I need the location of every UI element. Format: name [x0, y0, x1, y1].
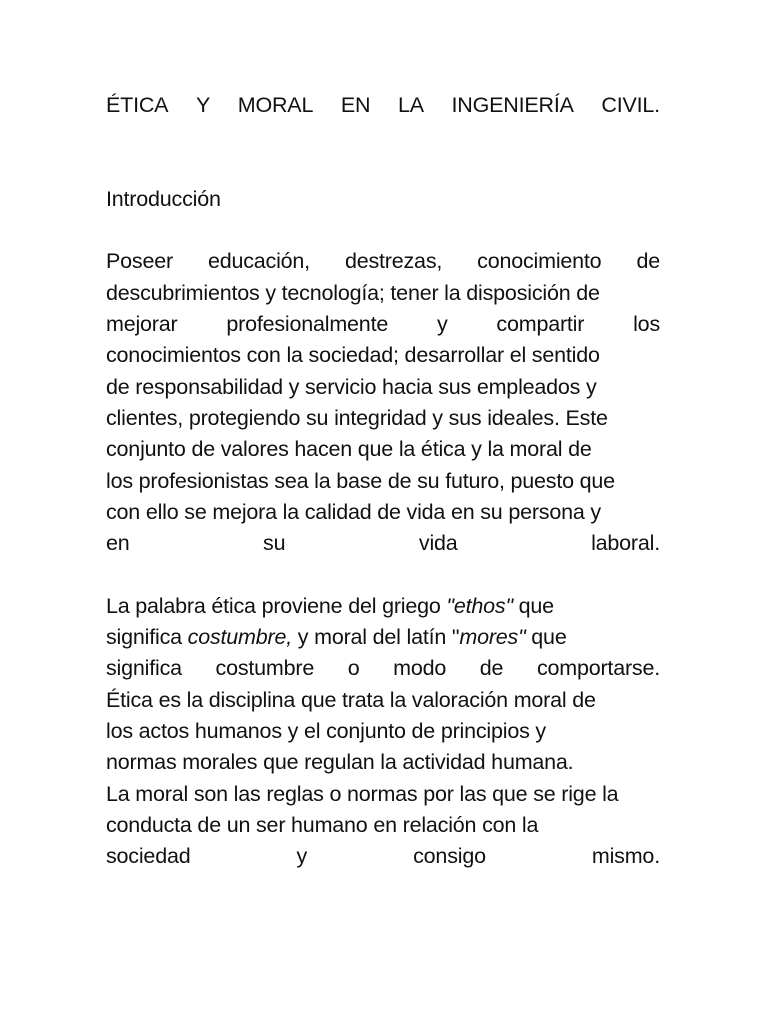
- word: de: [479, 656, 504, 681]
- paragraph-line: [106, 528, 660, 559]
- paragraph-introduction: [106, 246, 660, 559]
- word: mismo.: [591, 844, 660, 869]
- word: en: [106, 531, 130, 556]
- word: y: [436, 312, 448, 337]
- word: significa: [106, 656, 182, 681]
- paragraph-line: clientes, protegiendo su integridad y sus ideales. Este: [106, 405, 608, 430]
- word: sociedad: [106, 844, 191, 869]
- paragraph-line: [106, 246, 660, 277]
- title-word: EN: [340, 93, 371, 117]
- title-word: INGENIERÍA: [451, 93, 574, 117]
- paragraph-line: de responsabilidad y servicio hacia sus empleados y: [106, 374, 597, 399]
- text-segment: significa: [106, 625, 188, 650]
- word: compartir: [496, 312, 585, 337]
- paragraph-line: los actos humanos y el conjunto de principios y: [106, 718, 546, 743]
- word: comportarse.: [536, 656, 660, 681]
- text-segment: que: [525, 625, 567, 650]
- paragraph-line: descubrimientos y tecnología; tener la disposición de: [106, 280, 600, 305]
- word: y: [296, 844, 308, 869]
- word: costumbre: [215, 656, 315, 681]
- title-word: LA: [397, 93, 424, 117]
- paragraph-line: con ello se mejora la calidad de vida en su persona y: [106, 499, 601, 524]
- document-page: [106, 90, 660, 872]
- word: laboral.: [591, 531, 660, 556]
- paragraph-line: Ética es la disciplina que trata la valoración moral de: [106, 687, 596, 712]
- word: de: [636, 249, 660, 274]
- text-segment: y moral del latín ": [292, 625, 460, 650]
- paragraph-definitions: [106, 591, 660, 873]
- word: profesionalmente: [226, 312, 389, 337]
- paragraph-line: conjunto de valores hacen que la ética y la moral de: [106, 437, 592, 462]
- italic-term: mores": [459, 625, 526, 650]
- word: vida: [418, 531, 458, 556]
- title-word: Y: [195, 93, 211, 117]
- paragraph-line: [106, 622, 660, 653]
- word: modo: [393, 656, 447, 681]
- word: su: [263, 531, 286, 556]
- word: educación,: [207, 249, 310, 274]
- word: mejorar: [106, 312, 178, 337]
- text-segment: La palabra ética proviene del griego: [106, 593, 447, 618]
- italic-term: costumbre,: [187, 625, 293, 650]
- paragraph-line: normas morales que regulan la actividad humana.: [106, 750, 574, 775]
- section-heading: Introducción: [106, 186, 221, 211]
- word: o: [347, 656, 360, 681]
- paragraph-line: [106, 591, 660, 622]
- word: destrezas,: [344, 249, 443, 274]
- paragraph-line: [106, 309, 660, 340]
- document-title: [106, 90, 660, 121]
- paragraph-line: los profesionistas sea la base de su futuro, puesto que: [106, 468, 615, 493]
- word: consigo: [413, 844, 486, 869]
- paragraph-line: [106, 841, 660, 872]
- italic-term: "ethos": [446, 593, 513, 618]
- word: Poseer: [106, 249, 173, 274]
- paragraph-line: conducta de un ser humano en relación con la: [106, 812, 539, 837]
- title-word: CIVIL.: [601, 93, 660, 117]
- word: conocimiento: [477, 249, 602, 274]
- paragraph-line: conocimientos con la sociedad; desarrollar el sentido: [106, 343, 600, 368]
- title-word: MORAL: [237, 93, 314, 117]
- word: los: [633, 312, 660, 337]
- paragraph-line: [106, 653, 660, 684]
- text-segment: que: [512, 593, 554, 618]
- paragraph-line: La moral son las reglas o normas por las que se rige la: [106, 781, 619, 806]
- title-word: ÉTICA: [106, 93, 169, 117]
